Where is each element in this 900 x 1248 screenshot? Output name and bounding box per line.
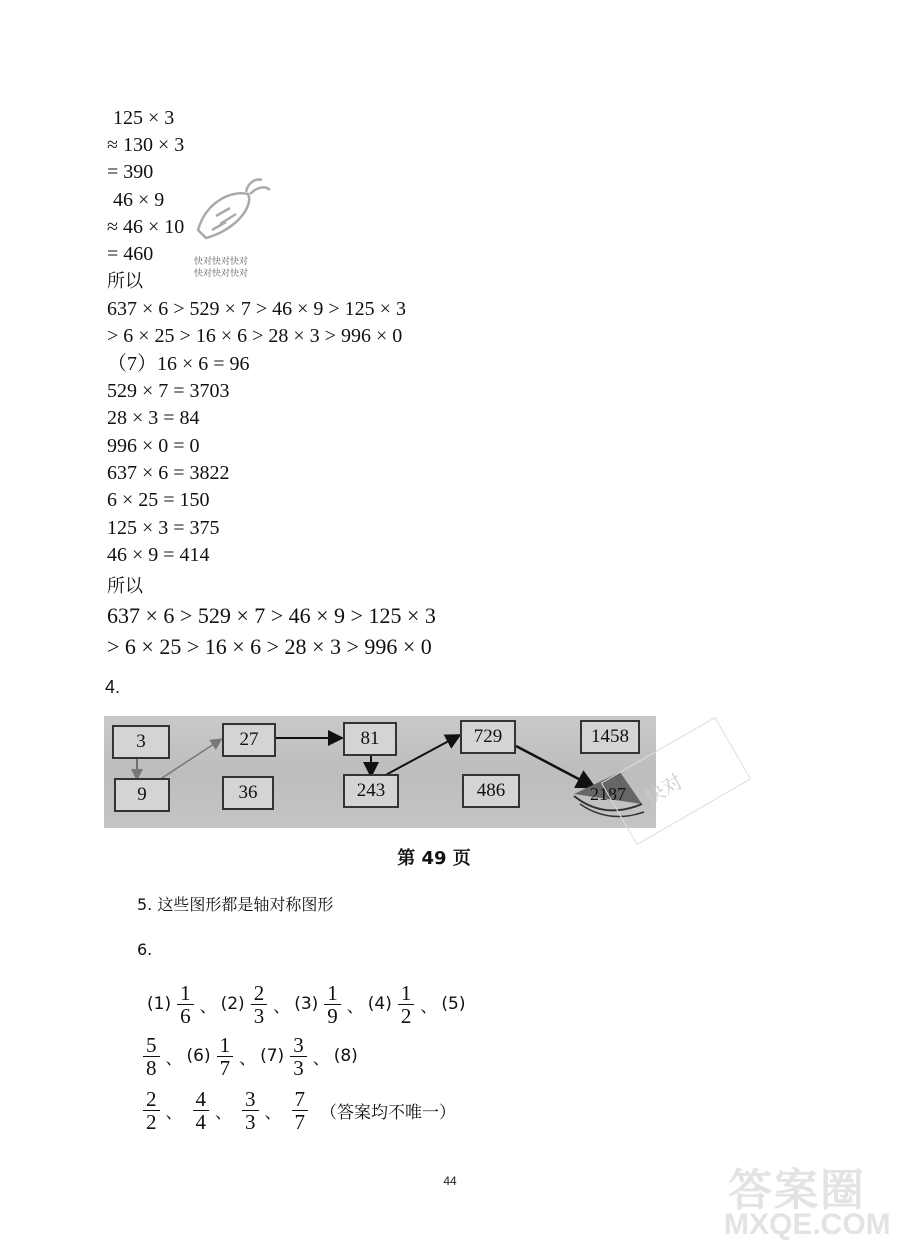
page-number: 44 — [443, 1174, 457, 1188]
photo-stamp-text: 快对 — [640, 768, 687, 810]
q4-box-243: 243 — [343, 774, 399, 808]
q6-line-2: $\frac{5}{8}$ 、 (6) $\frac{1}{7}$ 、 (7) $\frac{3}{3}$ 、 (8) — [137, 1030, 358, 1082]
q6-fraction-8c: $\frac{3}{3}$ — [242, 1088, 259, 1133]
q4-box-1458: 1458 — [580, 720, 640, 754]
calc-line-4: 46 × 9 — [113, 189, 165, 211]
q4-watermelon-2187: 2187 — [590, 784, 626, 804]
calc-line-3: = 390 — [107, 161, 154, 183]
q4-box-486: 486 — [462, 774, 520, 808]
calc-line-19: 637 × 6 > 529 × 7 > 46 × 9 > 125 × 3 — [107, 603, 436, 628]
calc-line-9: > 6 × 25 > 16 × 6 > 28 × 3 > 996 × 0 — [107, 325, 403, 347]
calc-line-12: 28 × 3 = 84 — [107, 407, 200, 429]
q6-line-1: (1) $\frac{1}{6}$ 、 (2) $\frac{2}{3}$ 、 (3) $\frac{1}{9}$ 、 (4) $\frac{1}{2}$ 、 (5) — [147, 980, 466, 1028]
q6-part-5-label: (5) — [441, 994, 466, 1014]
q4-box-36: 36 — [222, 776, 274, 810]
stamp-text: 快对快对快对 快对快对快对 — [194, 257, 249, 279]
calc-line-11: 529 × 7 = 3703 — [107, 380, 230, 402]
q6-part-4-label: (4) — [367, 994, 392, 1014]
q6-label: 6. — [137, 940, 153, 959]
q6-part-3-label: (3) — [294, 994, 319, 1014]
q6-part-8-label: (8) — [333, 1046, 358, 1066]
q4-box-81: 81 — [343, 722, 397, 756]
calc-line-7: 所以 — [107, 271, 143, 292]
q6-fraction-4: $\frac{1}{2}$ — [398, 982, 415, 1027]
calc-line-13: 996 × 0 = 0 — [107, 435, 200, 457]
q4-box-27: 27 — [222, 723, 276, 757]
q6-fraction-8d: $\frac{7}{7}$ — [292, 1088, 309, 1133]
q4-box-3: 3 — [112, 725, 170, 759]
calc-line-8: 637 × 6 > 529 × 7 > 46 × 9 > 125 × 3 — [107, 298, 406, 320]
calc-line-14: 637 × 6 = 3822 — [107, 462, 230, 484]
q6-part-6-label: (6) — [186, 1046, 211, 1066]
calc-line-16: 125 × 3 = 375 — [107, 517, 220, 539]
q6-part-2-label: (2) — [220, 994, 245, 1014]
calc-line-17: 46 × 9 = 414 — [107, 544, 210, 566]
q6-fraction-5: $\frac{5}{8}$ — [143, 1034, 160, 1079]
q4-box-9: 9 — [114, 778, 170, 812]
calc-line-20: > 6 × 25 > 16 × 6 > 28 × 3 > 996 × 0 — [107, 634, 432, 659]
q4-diagram — [104, 716, 656, 828]
q4-label: 4. — [105, 677, 121, 697]
q6-fraction-2: $\frac{2}{3}$ — [251, 982, 268, 1027]
q4-box-729: 729 — [460, 720, 516, 754]
carrot-watermark — [186, 172, 276, 284]
calc-line-2: ≈ 130 × 3 — [107, 134, 185, 156]
calc-line-1: 125 × 3 — [113, 107, 175, 129]
q5-text: 5. 这些图形都是轴对称图形 — [137, 895, 334, 914]
site-watermark-cn: 答案圈 — [728, 1165, 866, 1216]
calc-line-6: = 460 — [107, 243, 154, 265]
q6-fraction-7: $\frac{3}{3}$ — [290, 1034, 307, 1079]
q6-fraction-8a: $\frac{2}{2}$ — [143, 1088, 160, 1133]
q6-part-7-label: (7) — [260, 1046, 285, 1066]
q6-fraction-8b: $\frac{4}{4}$ — [193, 1088, 210, 1133]
q6-note: （答案均不唯一） — [320, 1102, 456, 1123]
site-watermark — [722, 1150, 900, 1248]
q6-part-1-label: (1) — [147, 994, 172, 1014]
q6-fraction-1: $\frac{1}{6}$ — [177, 982, 194, 1027]
calc-line-18: 所以 — [107, 576, 143, 597]
q6-fraction-3: $\frac{1}{9}$ — [324, 982, 341, 1027]
calc-line-15: 6 × 25 = 150 — [107, 489, 210, 511]
q6-line-3: $\frac{2}{2}$ 、 $\frac{4}{4}$ 、 $\frac{3}{3}$ 、 $\frac{7}{7}$ （答案均不唯一） — [137, 1084, 456, 1136]
site-watermark-url: MXQE.COM — [724, 1208, 891, 1241]
calc-line-5: ≈ 46 × 10 — [107, 216, 185, 238]
page-heading: 第 49 页 — [397, 848, 471, 869]
q6-fraction-6: $\frac{1}{7}$ — [217, 1034, 234, 1079]
calc-line-10: （7）16 × 6 = 96 — [107, 353, 250, 375]
